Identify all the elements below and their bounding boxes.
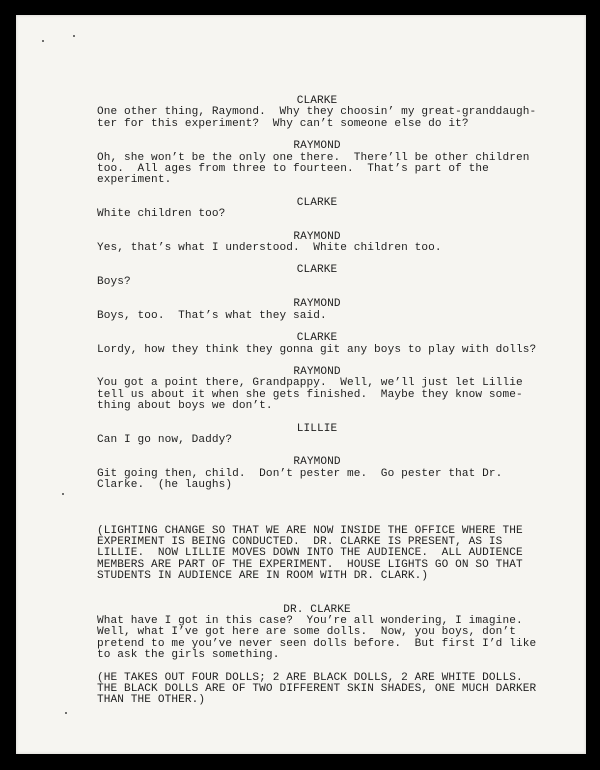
stage-direction-line: MEMBERS ARE PART OF THE EXPERIMENT. HOUSE LIGHTS GO ON SO THAT [97,558,523,571]
speaker-name: CLARKE [296,264,338,277]
dialogue-block [97,153,537,187]
stage-direction-line: (HE TAKES OUT FOUR DOLLS; 2 ARE BLACK DOLLS, 2 ARE WHITE DOLLS. [97,671,523,684]
speaker-name: RAYMOND [293,456,341,469]
dialogue-line: Clarke. (he laughs) [97,479,233,492]
dialogue-line: pretend to me you’ve never seen dolls before. But first I’d like [97,637,537,650]
speaker-name: RAYMOND [293,140,341,153]
stage-direction [97,673,537,707]
dialogue-line: White children too? [97,208,226,221]
dialogue-line: One other thing, Raymond. Why they choosin’ my great-granddaugh- [97,106,537,119]
dialogue-block [97,243,537,254]
dialogue-block [97,107,537,130]
paper-speck [73,35,75,37]
paper-speck [65,712,67,714]
dialogue-block [97,345,537,356]
speaker-name: CLARKE [296,332,338,345]
stage-direction-line: STUDENTS IN AUDIENCE ARE IN ROOM WITH DR. CLARK.) [97,570,429,583]
speaker-name: RAYMOND [293,230,341,243]
paper-speck [42,40,44,42]
dialogue-line: Git going then, child. Don’t pester me. Go pester that Dr. [97,467,503,480]
dialogue-line: What have I got in this case? You’re all wondering, I imagine. [97,615,523,627]
stage-direction-line: LILLIE. NOW LILLIE MOVES DOWN INTO THE AUDIENCE. ALL AUDIENCE [97,547,523,560]
dialogue-line: Boys, too. That’s what they said. [97,309,327,322]
speaker-name: RAYMOND [293,298,341,311]
speaker-name: CLARKE [296,196,338,209]
dialogue-line: thing about boys we don’t. [97,400,273,413]
dialogue-block [97,277,537,288]
dialogue-block [97,378,537,412]
paper-speck [62,493,64,495]
dialogue-line: too. All ages from three to fourteen. That’s part of the [97,163,489,176]
dialogue-line: Lordy, how they think they gonna git any boys to play with dolls? [97,343,537,356]
script-text [97,96,537,707]
dialogue-line: Oh, she won’t be the only one there. There’ll be other children [97,151,530,164]
stage-direction-line: THAN THE OTHER.) [97,694,206,707]
stage-direction [97,526,537,583]
dialogue-block [97,469,537,492]
dialogue-block [97,209,537,220]
dialogue-line: Can I go now, Daddy? [97,433,233,446]
script-page [16,15,586,754]
speaker-name: CLARKE [296,95,338,107]
speaker-name: LILLIE [296,422,338,435]
dialogue-block [97,616,537,662]
dialogue-line: You got a point there, Grandpappy. Well, we’ll just let Lillie [97,377,523,390]
speaker-name: DR. CLARKE [283,603,351,616]
dialogue-line: Boys? [97,275,131,288]
dialogue-line: Yes, that’s what I understood. White children too. [97,242,442,255]
stage-direction-line: (LIGHTING CHANGE SO THAT WE ARE NOW INSIDE THE OFFICE WHERE THE [97,524,523,537]
speaker-name: RAYMOND [293,365,341,378]
stage-direction-line: EXPERIMENT IS BEING CONDUCTED. DR. CLARKE IS PRESENT, AS IS [97,535,503,548]
dialogue-line: tell us about it when she gets finished. Maybe they know some- [97,388,523,401]
dialogue-block [97,435,537,446]
dialogue-line: experiment. [97,174,172,187]
dialogue-block [97,311,537,322]
dialogue-line: ter for this experiment? Why can’t someone else do it? [97,117,469,130]
dialogue-line: to ask the girls something. [97,649,280,662]
dialogue-line: Well, what I’ve got here are some dolls. Now, you boys, don’t [97,626,516,639]
stage-direction-line: THE BLACK DOLLS ARE OF TWO DIFFERENT SKIN SHADES, ONE MUCH DARKER [97,683,537,696]
